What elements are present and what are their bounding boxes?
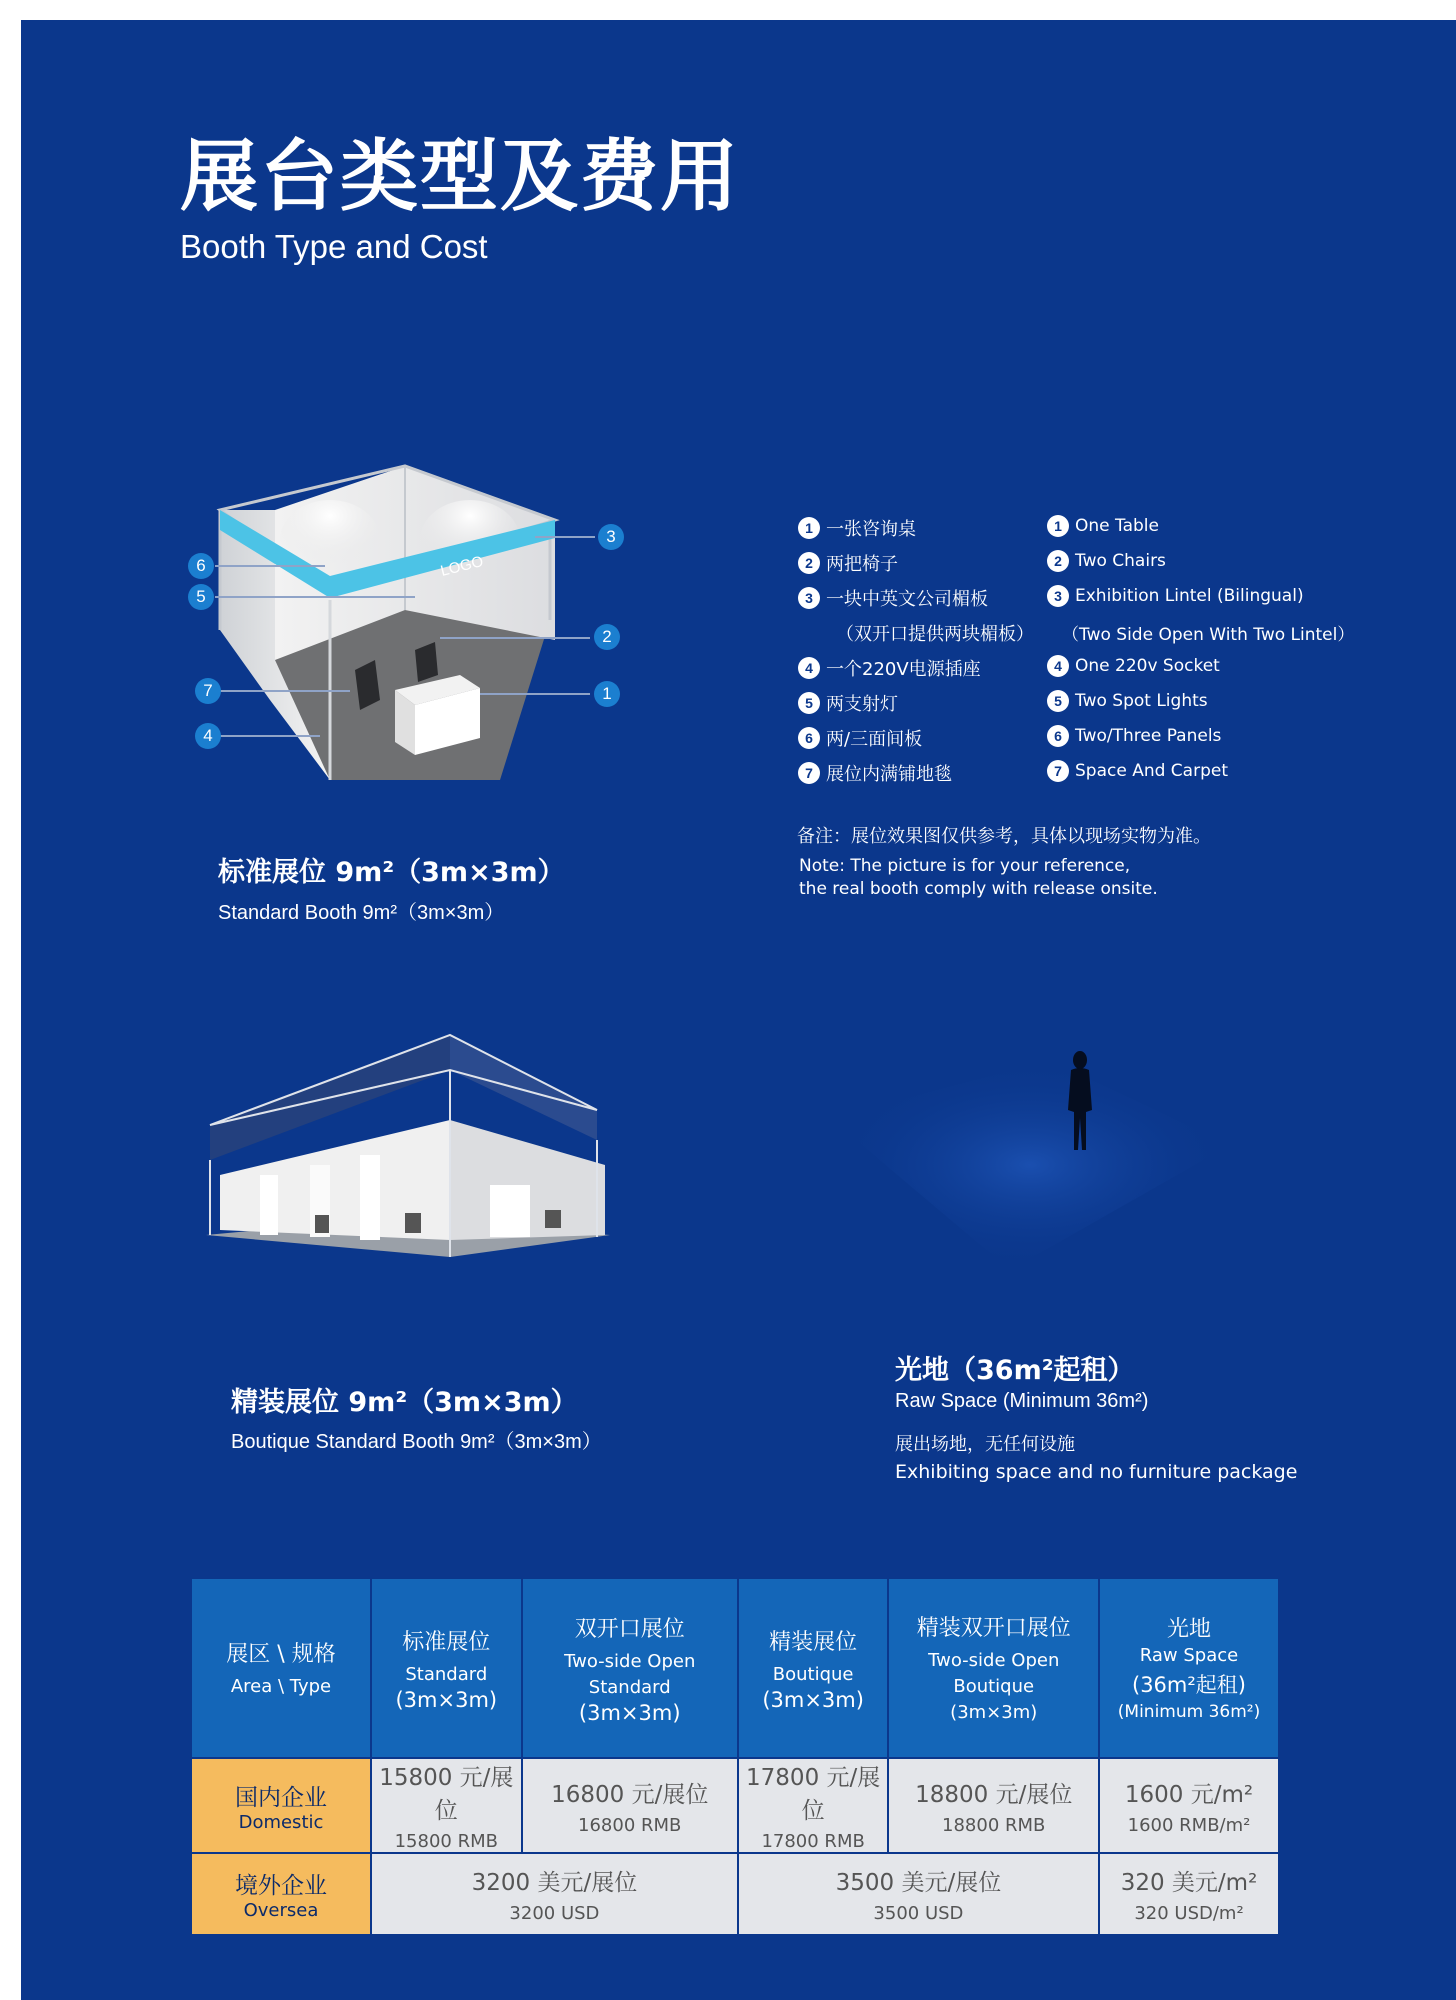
column-title-cn: 光地 [1166,1616,1211,1642]
column-header-two-side-open-boutique [888,1578,1099,1758]
table-header-row [191,1578,1279,1758]
page-title-cn: 展台类型及费用 [180,132,741,222]
column-size: (3m×3m) [395,1687,498,1712]
column-size-extra: (Minimum 36m²) [1117,1701,1261,1722]
equipment-item-cn-note: （双开口提供两块楣板） [836,624,1034,645]
equipment-item-en: 3 Exhibition Lintel (Bilingual) [1047,585,1304,607]
equipment-item-en: 1 One Table [1047,515,1159,537]
table-row-domestic [191,1758,1279,1853]
row-label-oversea [191,1853,371,1935]
callout-leader [215,596,415,598]
equipment-item-en: 4 One 220v Socket [1047,655,1220,677]
corner-label-cn: 展区 \ 规格 [226,1641,336,1667]
price-cell: 15800 元/展位 15800 RMB [371,1758,522,1853]
column-size: (3m×3m) [950,1701,1038,1723]
equipment-item-cn: 5 两支射灯 [798,690,898,716]
row-label-cn: 境外企业 [235,1873,327,1899]
callout-leader [220,735,320,737]
price-table [190,1577,1280,1936]
callout-leader [215,565,325,567]
equipment-item-en: 7 Space And Carpet [1047,760,1228,782]
column-header-standard [371,1578,522,1758]
column-title-cn: 精装双开口展位 [916,1615,1071,1641]
equipment-item-en: 6 Two/Three Panels [1047,725,1221,747]
callout-leader [535,536,595,538]
column-header-boutique [738,1578,889,1758]
table-corner-cell [191,1578,371,1758]
callout-leader [440,637,590,639]
column-title-en: Raw Space [1139,1644,1239,1666]
callout-4: 4 [195,723,221,749]
raw-space-caption-cn: 光地（36m²起租） [895,1355,1135,1386]
column-title-cn: 双开口展位 [574,1616,685,1642]
callout-3: 3 [598,524,624,550]
callout-leader [480,693,590,695]
note-en-line1: Note: The picture is for your reference, [799,856,1131,876]
raw-space-caption-en: Raw Space (Minimum 36m²) [895,1390,1149,1412]
callout-6: 6 [188,553,214,579]
column-title-en: Boutique [772,1663,854,1685]
column-header-two-side-open [522,1578,738,1758]
column-title-en: Two-side Open Standard [564,1650,696,1698]
column-title-en: Standard [405,1663,488,1685]
raw-space-desc-en: Exhibiting space and no furniture package [895,1461,1298,1483]
standard-booth-caption-cn: 标准展位 9m²（3m×3m） [218,857,565,888]
lintel-logo-text: LOGO [438,552,486,580]
column-size: (3m×3m) [762,1687,864,1712]
price-cell: 3200 美元/展位 3200 USD [371,1853,738,1935]
row-label-en: Domestic [238,1811,324,1833]
price-cell: 18800 元/展位 18800 RMB [888,1758,1099,1853]
price-cell: 17800 元/展位 17800 RMB [738,1758,889,1853]
boutique-booth-caption-en: Boutique Standard Booth 9m²（3m×3m） [231,1431,602,1453]
callout-5: 5 [188,584,214,610]
equipment-item-cn: 2 两把椅子 [798,550,898,576]
price-cell: 1600 元/m² 1600 RMB/m² [1099,1758,1279,1853]
boutique-booth-illustration [200,1025,620,1260]
note-en-line2: the real booth comply with release onsite. [799,879,1158,899]
column-title-en: Two-side Open Boutique [928,1649,1060,1697]
callout-leader [220,690,350,692]
column-size: (3m×3m) [578,1700,681,1725]
equipment-item-en-note: （Two Side Open With Two Lintel） [1062,625,1355,645]
equipment-item-en: 5 Two Spot Lights [1047,690,1208,712]
standard-booth-caption-en: Standard Booth 9m²（3m×3m） [218,902,505,924]
price-cell: 16800 元/展位 16800 RMB [522,1758,738,1853]
column-title-cn: 精装展位 [769,1629,858,1655]
equipment-item-cn: 6 两/三面间板 [798,725,922,751]
row-label-cn: 国内企业 [235,1784,327,1811]
price-cell: 320 美元/m² 320 USD/m² [1099,1853,1279,1935]
equipment-item-en: 2 Two Chairs [1047,550,1166,572]
equipment-item-cn: 3 一块中英文公司楣板 [798,585,988,611]
column-header-raw-space [1099,1578,1279,1758]
callout-7: 7 [195,678,221,704]
price-cell: 3500 美元/展位 3500 USD [738,1853,1099,1935]
equipment-item-cn: 1 一张咨询桌 [798,515,916,541]
callout-1: 1 [594,681,620,707]
table-row-oversea [191,1853,1279,1935]
row-label-en: Oversea [243,1900,319,1921]
equipment-item-cn: 7 展位内满铺地毯 [798,760,952,786]
column-size: (36m²起租) [1132,1672,1246,1697]
corner-label-en: Area \ Type [230,1675,332,1697]
column-title-cn: 标准展位 [402,1629,491,1655]
equipment-item-cn: 4 一个220V电源插座 [798,655,981,681]
raw-space-desc-cn: 展出场地，无任何设施 [895,1434,1075,1455]
boutique-booth-caption-cn: 精装展位 9m²（3m×3m） [231,1387,578,1418]
raw-space-illustration [830,1040,1240,1280]
standard-booth-illustration [180,460,640,800]
note-cn: 备注：展位效果图仅供参考，具体以现场实物为准。 [797,826,1211,847]
page-title-en: Booth Type and Cost [180,228,488,265]
callout-2: 2 [594,624,620,650]
row-label-domestic [191,1758,371,1853]
